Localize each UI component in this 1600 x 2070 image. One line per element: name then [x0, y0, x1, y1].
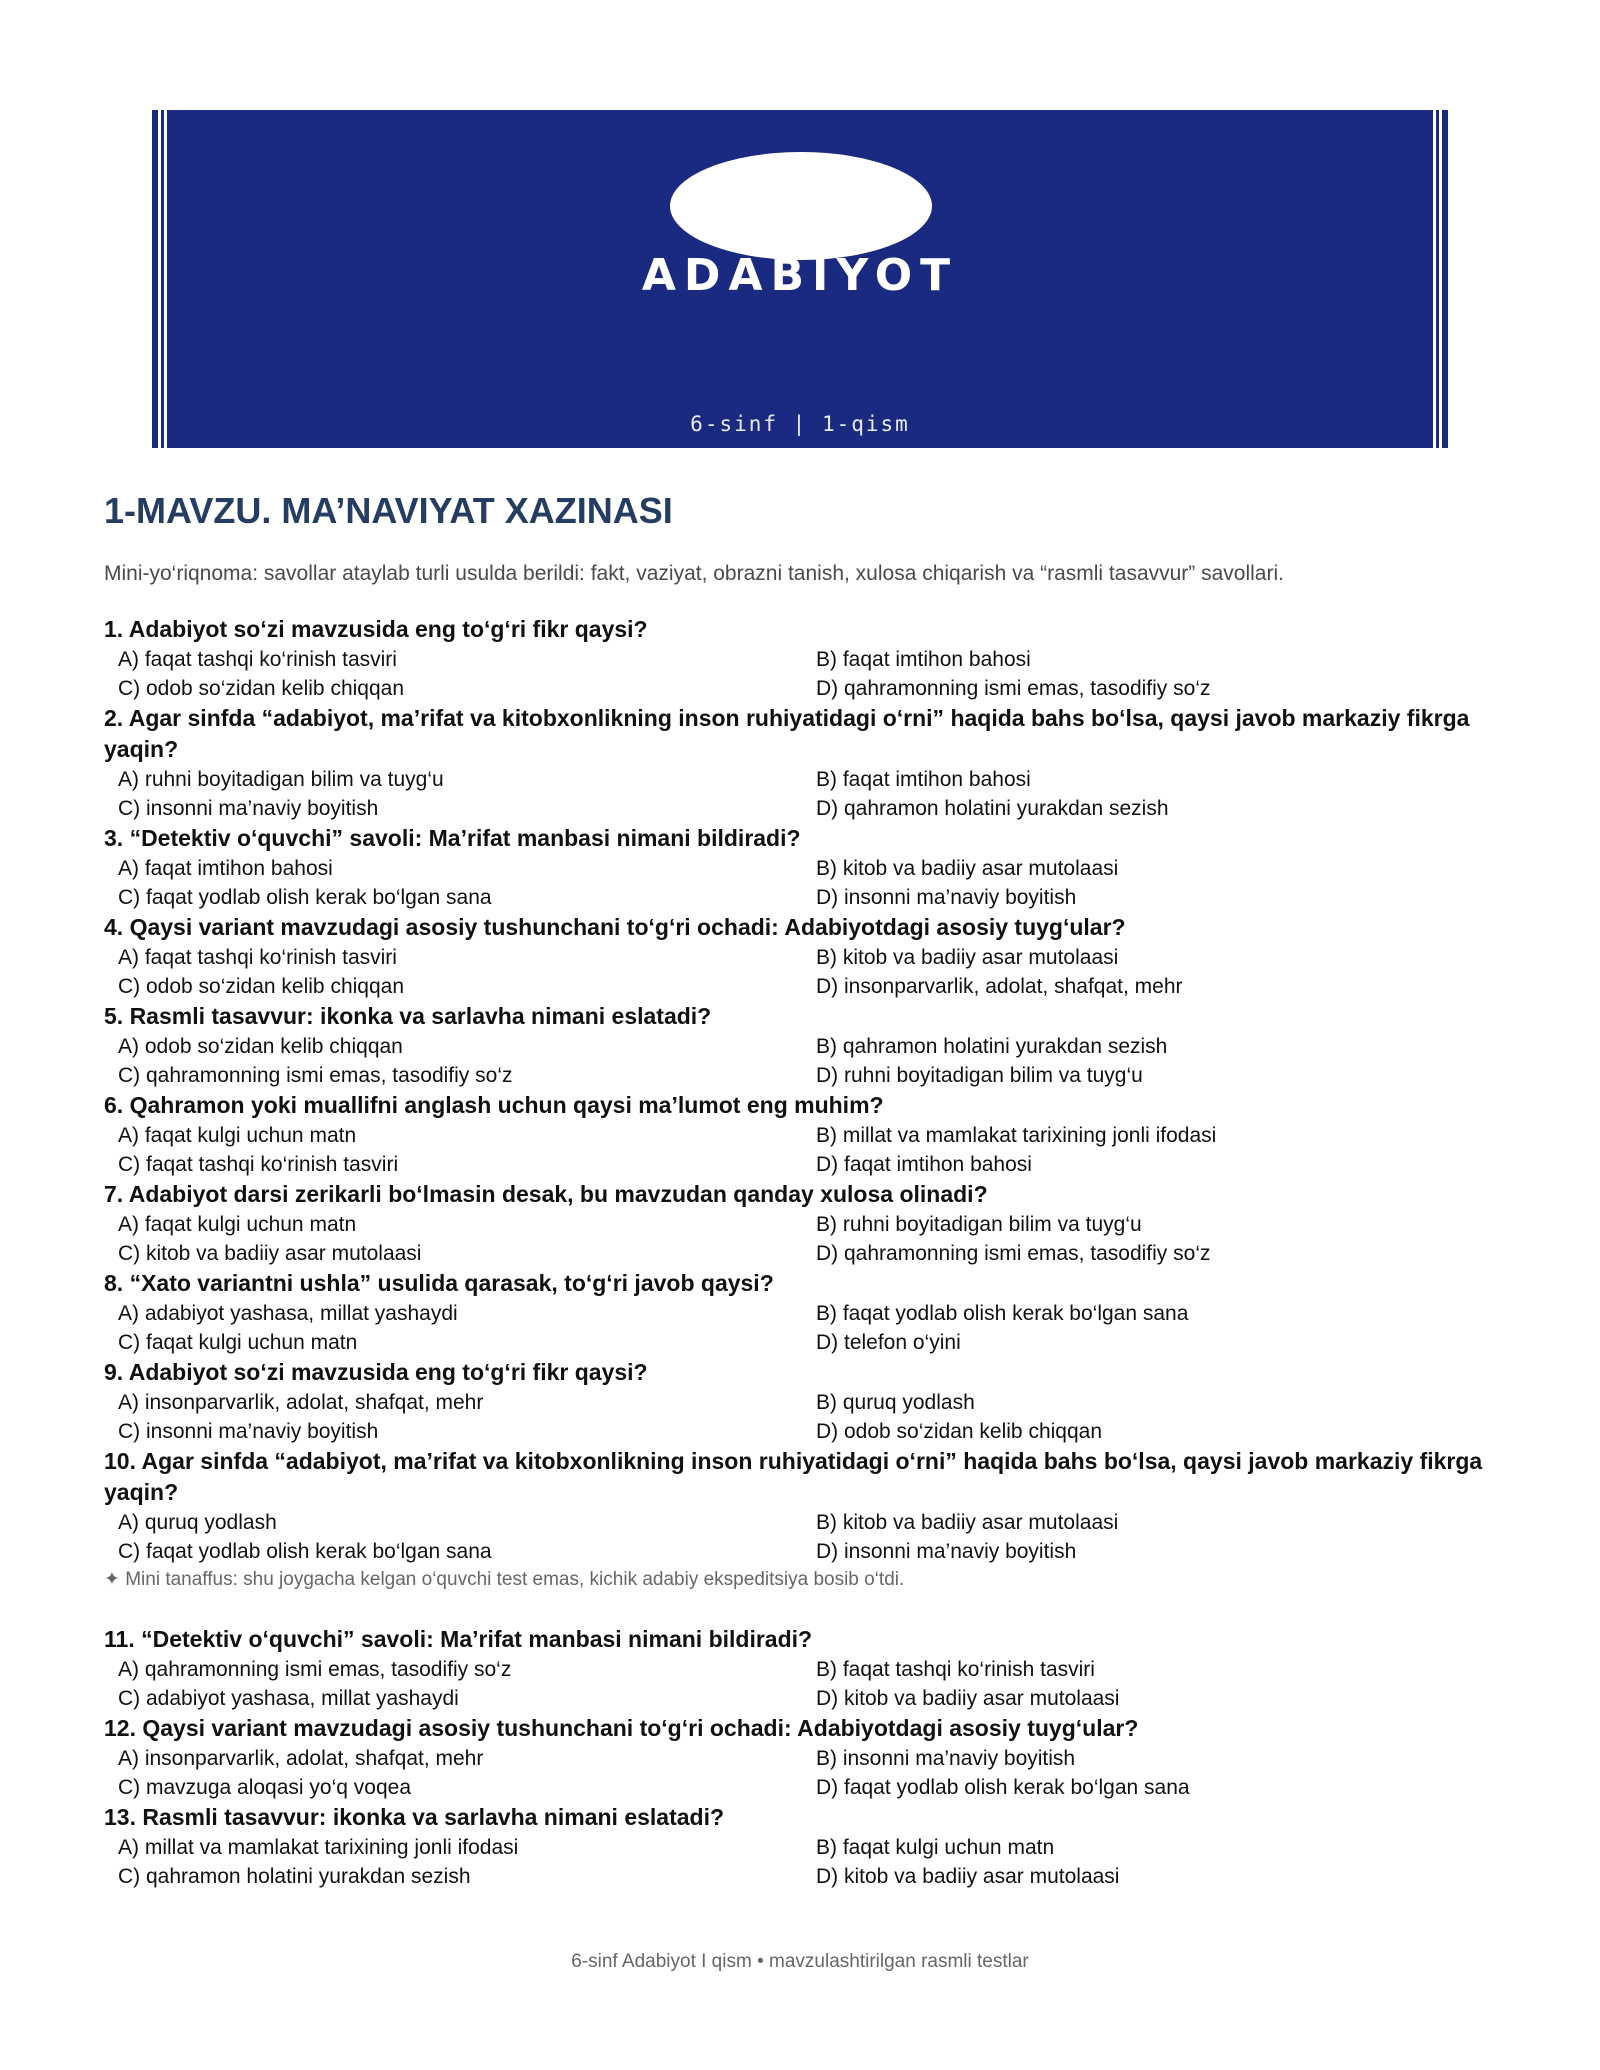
question-item [104, 614, 1504, 703]
break-note: ✦ Mini tanaffus: shu joygacha kelgan o‘quvchi test emas, kichik adabiy ekspeditsiya bosib o‘tdi. [104, 1569, 905, 1590]
answer-option-b[interactable]: B) insonni ma’naviy boyitish [816, 1747, 1076, 1770]
answer-option-b[interactable]: B) faqat imtihon bahosi [816, 648, 1031, 671]
answer-option-c[interactable]: C) qahramon holatini yurakdan sezish [118, 1865, 471, 1888]
answer-option-a[interactable]: A) ruhni boyitadigan bilim va tuyg‘u [118, 768, 444, 791]
answer-options [104, 1833, 1504, 1891]
answer-option-a[interactable]: A) faqat kulgi uchun matn [118, 1213, 357, 1236]
answer-options [104, 943, 1504, 1001]
answer-option-b[interactable]: B) millat va mamlakat tarixining jonli ifodasi [816, 1124, 1217, 1147]
question-text: 2. Agar sinfda “adabiyot, ma’rifat va kitobxonlikning inson ruhiyatidagi o‘rni” haqida bahs bo‘lsa, qaysi javob markaziy fikrga yaqin? [104, 705, 1470, 762]
question-text: 8. “Xato variantni ushla” usulida qarasak, to‘g‘ri javob qaysi? [104, 1270, 774, 1296]
answer-option-a[interactable]: A) faqat tashqi ko‘rinish tasviri [118, 648, 397, 671]
answer-option-d[interactable]: D) faqat imtihon bahosi [816, 1153, 1032, 1176]
answer-options [104, 1508, 1504, 1566]
banner-title: ADABIYOT [641, 250, 959, 301]
answer-option-a[interactable]: A) qahramonning ismi emas, tasodifiy so‘z [118, 1658, 512, 1681]
answer-option-b[interactable]: B) quruq yodlash [816, 1391, 975, 1414]
answer-option-c[interactable]: C) faqat yodlab olish kerak bo‘lgan sana [118, 886, 492, 909]
answer-option-b[interactable]: B) kitob va badiiy asar mutolaasi [816, 946, 1119, 969]
answer-option-c[interactable]: C) faqat yodlab olish kerak bo‘lgan sana [118, 1540, 492, 1563]
answer-option-c[interactable]: C) faqat kulgi uchun matn [118, 1331, 358, 1354]
question-item [104, 912, 1504, 1001]
answer-options [104, 1655, 1504, 1713]
banner-subtitle: 6-sinf | 1-qism [690, 412, 910, 436]
question-text: 1. Adabiyot so‘zi mavzusida eng to‘g‘ri fikr qaysi? [104, 616, 648, 642]
answer-option-b[interactable]: B) ruhni boyitadigan bilim va tuyg‘u [816, 1213, 1142, 1236]
question-text: 3. “Detektiv o‘quvchi” savoli: Ma’rifat manbasi nimani bildiradi? [104, 825, 801, 851]
answer-options [104, 1744, 1504, 1802]
answer-options [104, 1388, 1504, 1446]
question-text: 11. “Detektiv o‘quvchi” savoli: Ma’rifat manbasi nimani bildiradi? [104, 1626, 813, 1652]
answer-option-c[interactable]: C) insonni ma’naviy boyitish [118, 797, 379, 820]
answer-option-d[interactable]: D) qahramon holatini yurakdan sezish [816, 797, 1169, 820]
question-item [104, 1713, 1504, 1802]
answer-option-d[interactable]: D) qahramonning ismi emas, tasodifiy so‘z [816, 1242, 1211, 1265]
answer-option-b[interactable]: B) qahramon holatini yurakdan sezish [816, 1035, 1168, 1058]
answer-option-a[interactable]: A) quruq yodlash [118, 1511, 277, 1534]
answer-option-d[interactable]: D) faqat yodlab olish kerak bo‘lgan sana [816, 1776, 1190, 1799]
question-item [104, 823, 1504, 912]
answer-option-d[interactable]: D) qahramonning ismi emas, tasodifiy so‘z [816, 677, 1211, 700]
answer-option-c[interactable]: C) kitob va badiiy asar mutolaasi [118, 1242, 422, 1265]
page-footer: 6-sinf Adabiyot I qism • mavzulashtirilgan rasmli testlar [571, 1951, 1029, 1972]
answer-option-d[interactable]: D) kitob va badiiy asar mutolaasi [816, 1865, 1120, 1888]
answer-option-d[interactable]: D) insonparvarlik, adolat, shafqat, mehr [816, 975, 1183, 998]
question-item [104, 1446, 1504, 1566]
answer-option-a[interactable]: A) faqat kulgi uchun matn [118, 1124, 357, 1147]
question-item [104, 1802, 1504, 1891]
answer-option-d[interactable]: D) telefon o‘yini [816, 1331, 961, 1354]
answer-options [104, 1299, 1504, 1357]
answer-option-d[interactable]: D) odob so‘zidan kelib chiqqan [816, 1420, 1103, 1443]
answer-options [104, 1032, 1504, 1090]
banner-oval-emblem [670, 152, 932, 260]
cover-banner [152, 110, 1448, 448]
question-item [104, 1001, 1504, 1090]
answer-option-a[interactable]: A) insonparvarlik, adolat, shafqat, mehr [118, 1391, 484, 1414]
document-body [104, 490, 1504, 1891]
answer-option-a[interactable]: A) faqat imtihon bahosi [118, 857, 333, 880]
answer-option-c[interactable]: C) qahramonning ismi emas, tasodifiy so‘z [118, 1064, 513, 1087]
answer-option-c[interactable]: C) odob so‘zidan kelib chiqqan [118, 975, 405, 998]
question-text: 6. Qahramon yoki muallifni anglash uchun qaysi ma’lumot eng muhim? [104, 1092, 884, 1118]
question-list [104, 1624, 1504, 1891]
answer-option-b[interactable]: B) faqat imtihon bahosi [816, 768, 1031, 791]
answer-option-c[interactable]: C) odob so‘zidan kelib chiqqan [118, 677, 405, 700]
question-text: 7. Adabiyot darsi zerikarli bo‘lmasin desak, bu mavzudan qanday xulosa olinadi? [104, 1181, 988, 1207]
question-text: 12. Qaysi variant mavzudagi asosiy tushunchani to‘g‘ri ochadi: Adabiyotdagi asosiy tuyg‘ular? [104, 1715, 1139, 1741]
question-item [104, 1090, 1504, 1179]
question-list [104, 614, 1504, 1566]
answer-option-a[interactable]: A) odob so‘zidan kelib chiqqan [118, 1035, 403, 1058]
answer-option-c[interactable]: C) insonni ma’naviy boyitish [118, 1420, 379, 1443]
answer-option-c[interactable]: C) mavzuga aloqasi yo‘q voqea [118, 1776, 411, 1799]
answer-option-a[interactable]: A) adabiyot yashasa, millat yashaydi [118, 1302, 458, 1325]
answer-option-c[interactable]: C) adabiyot yashasa, millat yashaydi [118, 1687, 459, 1710]
answer-option-d[interactable]: D) kitob va badiiy asar mutolaasi [816, 1687, 1120, 1710]
answer-option-c[interactable]: C) faqat tashqi ko‘rinish tasviri [118, 1153, 399, 1176]
topic-title: 1-MAVZU. MA’NAVIYAT XAZINASI [104, 490, 673, 531]
answer-options [104, 1210, 1504, 1268]
answer-option-a[interactable]: A) insonparvarlik, adolat, shafqat, mehr [118, 1747, 484, 1770]
answer-option-b[interactable]: B) faqat yodlab olish kerak bo‘lgan sana [816, 1302, 1189, 1325]
question-text: 10. Agar sinfda “adabiyot, ma’rifat va kitobxonlikning inson ruhiyatidagi o‘rni” haqida bahs bo‘lsa, qaysi javob markaziy fikrga yaqin? [104, 1448, 1483, 1505]
question-item [104, 1179, 1504, 1268]
answer-option-b[interactable]: B) faqat kulgi uchun matn [816, 1836, 1055, 1859]
intro-text: Mini-yo‘riqnoma: savollar ataylab turli usulda berildi: fakt, vaziyat, obrazni tanish, xulosa chiqarish va “rasmli tasavvur” savollari. [104, 562, 1284, 585]
answer-options [104, 645, 1504, 703]
question-item [104, 1268, 1504, 1357]
answer-options [104, 854, 1504, 912]
question-text: 4. Qaysi variant mavzudagi asosiy tushunchani to‘g‘ri ochadi: Adabiyotdagi asosiy tuyg‘ular? [104, 914, 1126, 940]
answer-option-b[interactable]: B) faqat tashqi ko‘rinish tasviri [816, 1658, 1095, 1681]
answer-option-d[interactable]: D) insonni ma’naviy boyitish [816, 886, 1077, 909]
answer-options [104, 1121, 1504, 1179]
answer-option-a[interactable]: A) millat va mamlakat tarixining jonli ifodasi [118, 1836, 519, 1859]
answer-option-b[interactable]: B) kitob va badiiy asar mutolaasi [816, 857, 1119, 880]
question-item [104, 1624, 1504, 1713]
answer-option-d[interactable]: D) ruhni boyitadigan bilim va tuyg‘u [816, 1064, 1143, 1087]
answer-option-b[interactable]: B) kitob va badiiy asar mutolaasi [816, 1511, 1119, 1534]
question-item [104, 1357, 1504, 1446]
question-text: 5. Rasmli tasavvur: ikonka va sarlavha nimani eslatadi? [104, 1003, 712, 1029]
question-text: 9. Adabiyot so‘zi mavzusida eng to‘g‘ri fikr qaysi? [104, 1359, 648, 1385]
answer-options [104, 765, 1504, 823]
question-item [104, 703, 1504, 823]
answer-option-d[interactable]: D) insonni ma’naviy boyitish [816, 1540, 1077, 1563]
question-text: 13. Rasmli tasavvur: ikonka va sarlavha nimani eslatadi? [104, 1804, 725, 1830]
answer-option-a[interactable]: A) faqat tashqi ko‘rinish tasviri [118, 946, 397, 969]
